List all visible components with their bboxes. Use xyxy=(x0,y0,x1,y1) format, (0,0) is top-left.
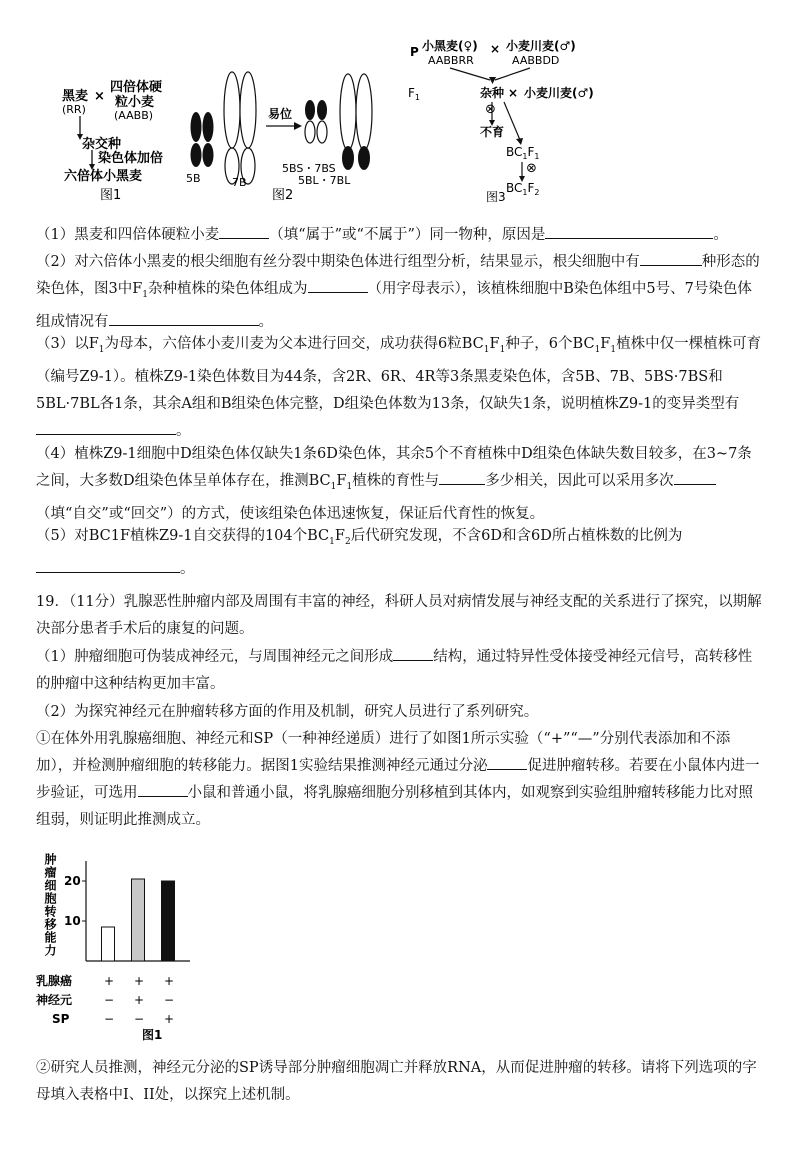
fig1-caption: 图1 xyxy=(100,188,122,203)
q3-sub1: 1 xyxy=(98,344,105,355)
row-3-col-1: − xyxy=(104,1012,115,1026)
q4-text-b: F xyxy=(336,473,347,489)
q2-blank-3[interactable] xyxy=(109,310,259,326)
fig3-selfing: ⊗ xyxy=(485,102,496,117)
fig3-p-label: P xyxy=(410,45,419,59)
q4-text-d: 多少相关，因此可以采用多次 xyxy=(485,473,674,489)
q19-2-1-text-b: 促进肿瘤转移。若要在小鼠体内进一步验证，可选用 xyxy=(36,758,760,801)
fig3-cross2: × xyxy=(508,86,519,100)
fig2-arrow-label: 易位 xyxy=(268,107,293,121)
q3-text-d: 种子，6个BC xyxy=(505,336,595,352)
q1-text-b: （填“属于”或“不属于”）同一物种，原因是 xyxy=(269,227,546,243)
row-labels xyxy=(36,973,174,1026)
q19-1-text-a: （1）肿瘤细胞可伪装成神经元，与周围神经元之间形成 xyxy=(36,649,394,665)
q5-text-c: 后代研究发现，不含6D和含6D所占植株数的比例为 xyxy=(350,528,683,544)
fig1-result: 六倍体小黑麦 xyxy=(64,169,143,184)
fig2-label-7b: 7B xyxy=(232,176,247,189)
bar-chart xyxy=(30,843,250,1043)
q3-sub3: 1 xyxy=(499,344,506,355)
chart-ylabel xyxy=(43,852,57,957)
row-2-col-2: + xyxy=(134,993,145,1007)
q4-sub2: 1 xyxy=(346,481,353,492)
q2-text-a: （2）对六倍体小黑麦的根尖细胞有丝分裂中期染色体进行组型分析，结果显示，根尖细胞中有 xyxy=(36,254,640,270)
q5-text-b: F xyxy=(334,528,345,544)
fig2-caption: 图2 xyxy=(272,188,294,203)
question-3 xyxy=(36,331,766,445)
q19-2-1-text-a: ①在体外用乳腺癌细胞、神经元和SP（一种神经递质）进行了如图1所示实验（“+”“—”分别代表添加和不添加），并检测肿瘤细胞的转移能力。据图1实验结果推测神经元通过分泌 xyxy=(36,731,731,774)
fig2-label-5bl-7bl: 5BL・7BL xyxy=(298,174,351,187)
bar-3 xyxy=(162,881,175,961)
fig2-label-5b: 5B xyxy=(186,172,201,185)
fig3-cross: × xyxy=(490,42,501,56)
row-3-col-2: − xyxy=(134,1012,145,1026)
row-1-col-3: + xyxy=(164,974,175,988)
fig1-parent-left-genome: (RR) xyxy=(62,103,86,116)
q1-text-a: （1）黑麦和四倍体硬粒小麦 xyxy=(36,227,220,243)
chromosome-5bs-7bs xyxy=(305,100,327,143)
y-axis-label: 肿瘤细胞转移能力 xyxy=(43,853,57,957)
q19-1-text-b: 结构，通过特异性受体接受神经元信号，高转移性的肿瘤中这种结构更加丰富。 xyxy=(36,649,753,692)
row-label-3: SP xyxy=(52,1012,70,1026)
fig3-p-male: 小麦川麦(♂) xyxy=(506,39,576,53)
row-3-col-3: + xyxy=(164,1012,175,1026)
row-2-col-3: − xyxy=(164,993,175,1007)
fig3-caption: 图3 xyxy=(486,190,506,204)
chromosome-5b xyxy=(191,112,214,167)
q2-text-e: 。 xyxy=(258,313,273,330)
q19-2-1-blank-2[interactable] xyxy=(138,781,188,797)
fig1-parent-left: 黑麦 xyxy=(62,89,89,104)
fig1-step1: 杂交种 xyxy=(82,137,122,152)
question-19-2-1 xyxy=(36,726,766,834)
q3-sub2: 1 xyxy=(483,344,490,355)
q4-text-e: （填“自交”或“回交”）的方式，使该组染色体迅速恢复，保证后代育性的恢复。 xyxy=(36,505,545,522)
chromosome-7b xyxy=(224,72,256,184)
fig3-f1-label: $F_1$ xyxy=(408,86,420,102)
q3-sub4: 1 xyxy=(594,344,601,355)
y-tick-label-20: 20 xyxy=(64,874,81,888)
chromosome-5bl-7bl xyxy=(340,74,372,170)
q2-blank-2[interactable] xyxy=(308,277,368,293)
fig1-parent-right-2: 粒小麦 xyxy=(115,95,155,110)
fig1-cross: × xyxy=(94,89,105,104)
question-1 xyxy=(36,222,766,249)
q2-blank-1[interactable] xyxy=(640,250,702,266)
q4-text-a: （4）植株Z9-1细胞中D组染色体仅缺失1条6D染色体，其余5个不育植株中D组染色体缺失数目较多，在3~7条之间，大多数D组染色体呈单体存在，推测BC xyxy=(36,446,752,489)
row-1-col-2: + xyxy=(134,974,145,988)
q19-1-blank[interactable] xyxy=(393,645,433,661)
q3-text-g: 。 xyxy=(176,422,191,439)
q19-2-1-text-c: 小鼠和普通小鼠，将乳腺癌细胞分别移植到其体内，如观察到实验组肿瘤转移能力比对照组弱，则证明此推测成立。 xyxy=(36,785,753,828)
fig3-selfing2: ⊗ xyxy=(526,161,537,176)
q4-text-c: 植株的育性与 xyxy=(352,473,440,489)
question-2 xyxy=(36,249,766,336)
row-2-col-1: − xyxy=(104,993,115,1007)
figure-1 xyxy=(62,79,163,203)
row-label-1: 乳腺癌 xyxy=(36,974,73,988)
fig3-p-male-genome: AABBDD xyxy=(512,54,560,67)
top-figures xyxy=(0,0,800,215)
bar-1 xyxy=(102,927,115,961)
q2-sub: 1 xyxy=(142,289,149,300)
fig1-parent-right-1: 四倍体硬 xyxy=(110,80,163,95)
q1-text-c: 。 xyxy=(713,227,728,243)
q2-text-d: （用字母表示），该植株细胞中B染色体组中5号、7号染色体组成情况有 xyxy=(36,281,752,330)
q2-text-b: 种形态的染色体，图3中F xyxy=(36,254,760,297)
y-tick-label-10: 10 xyxy=(64,914,81,928)
row-1-col-1: + xyxy=(104,974,115,988)
q2-text-c: 杂种植株的染色体组成为 xyxy=(148,281,308,297)
row-label-2: 神经元 xyxy=(36,993,73,1007)
q5-blank-1[interactable] xyxy=(36,557,180,573)
y-ticks xyxy=(64,874,86,928)
question-5 xyxy=(36,523,766,583)
question-19-title: 19．（11分）乳腺恶性肿瘤内部及周围有丰富的神经，科研人员对病情发展与神经支配的关系进行了探究，以期解决部分患者手术后的康复的问题。 xyxy=(36,594,762,637)
bar-2 xyxy=(132,879,145,961)
question-4 xyxy=(36,441,766,528)
figure-2 xyxy=(186,72,372,203)
question-19-2-2: ②研究人员推测，神经元分泌的SP诱导部分肿瘤细胞凋亡并释放RNA，从而促进肿瘤的转移。请将下列选项的字母填入表格中I、II处，以探究上述机制。 xyxy=(36,1060,757,1103)
q3-sub5: 1 xyxy=(610,344,617,355)
q3-text-e: F xyxy=(600,336,611,352)
q4-blank-1[interactable] xyxy=(439,469,485,485)
q3-blank-1[interactable] xyxy=(36,419,176,435)
q3-text-f: 植株中仅一棵植株可育（编号Z9-1）。植株Z9-1染色体数目为44条，含2R、6R、4R等3条黑麦染色体，含5B、7B、5BS·7BS和5BL·7BL各1条，其余A组和B组染色体完整，D组染色体数为13条，仅缺失1条，说明植株Z9-1的变异类型有 xyxy=(36,336,762,412)
q1-blank-1[interactable] xyxy=(219,223,269,239)
q19-2-1-blank-1[interactable] xyxy=(487,754,527,770)
q1-blank-2[interactable] xyxy=(545,223,713,239)
q4-sub1: 1 xyxy=(330,481,337,492)
fig3-bc1f2: $BC_1F_2$ xyxy=(506,181,540,197)
q3-text-a: （3）以F xyxy=(36,336,99,352)
fig1-step2: 染色体加倍 xyxy=(98,151,164,166)
fig3-p-male2: 小麦川麦(♂) xyxy=(524,86,594,100)
fig3-p-female-genome: AABBRR xyxy=(428,54,474,67)
q5-text-d: 。 xyxy=(180,560,195,577)
fig3-bc1f1: $BC_1F_1$ xyxy=(506,145,540,161)
fig3-sterile: 不育 xyxy=(480,125,505,139)
figure-3 xyxy=(408,38,594,204)
q4-blank-2[interactable] xyxy=(674,469,716,485)
q3-text-c: F xyxy=(489,336,500,352)
question-19-2: （2）为探究神经元在肿瘤转移方面的作用及机制，研究人员进行了系列研究。 xyxy=(36,704,539,720)
fig2-label-5bs-7bs: 5BS・7BS xyxy=(282,162,336,175)
question-19-1 xyxy=(36,644,766,698)
q5-text-a: （5）对BC1F植株Z9-1自交获得的104个BC xyxy=(36,528,330,544)
fig1-parent-right-genome: (AABB) xyxy=(114,109,154,122)
bars xyxy=(102,879,175,961)
fig3-p-female: 小黑麦(♀) xyxy=(422,39,478,53)
q3-text-b: 为母本，六倍体小麦川麦为父本进行回交，成功获得6粒BC xyxy=(104,336,484,352)
chart-caption: 图1 xyxy=(142,1028,163,1042)
q5-sub2: 2 xyxy=(344,536,351,547)
q5-sub1: 1 xyxy=(329,536,335,547)
fig3-hybrid: 杂种 xyxy=(480,86,505,100)
